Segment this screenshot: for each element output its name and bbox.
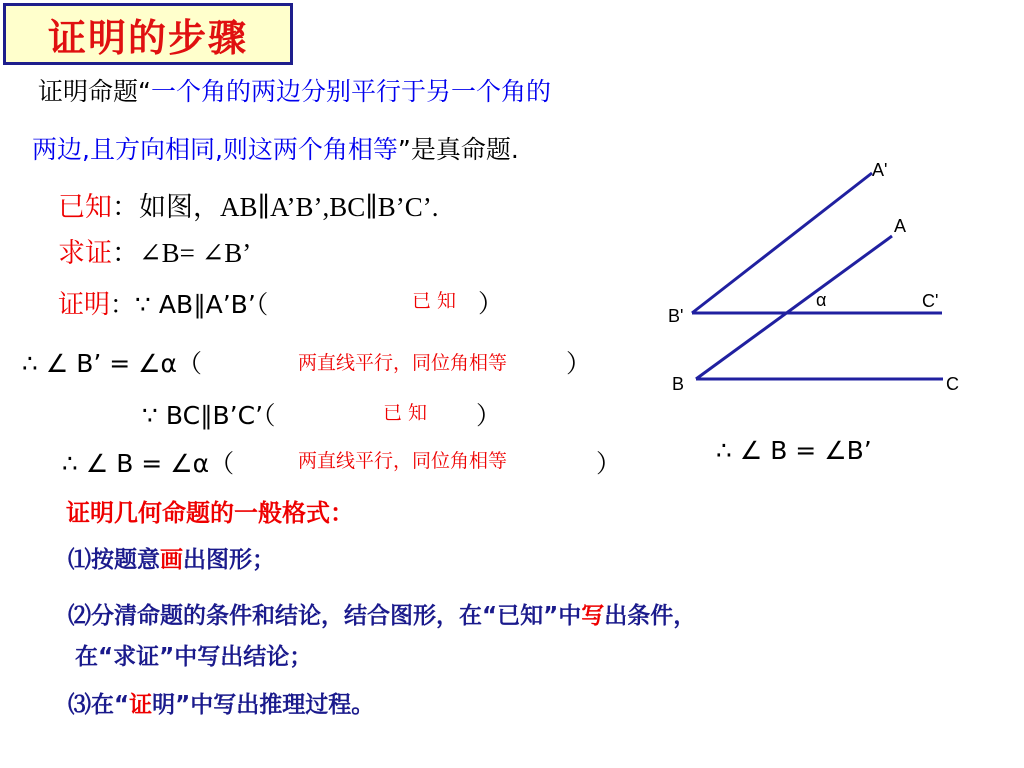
to-prove-colon: ： xyxy=(112,238,139,268)
format-step-2-line-2: 在“求证”中写出结论； xyxy=(75,644,313,670)
proof-step-1-reason: 已 知 xyxy=(412,290,457,312)
ray-b-a xyxy=(696,236,892,379)
proposition-line-2 xyxy=(32,130,519,166)
format-step-2-post: 出条件， xyxy=(604,603,697,629)
label-b: B xyxy=(672,374,685,394)
page-title: 证明的步骤 xyxy=(47,15,248,60)
to-prove-line xyxy=(58,231,251,270)
format-step-3 xyxy=(68,686,374,719)
proposition-prefix: 证明命题“ xyxy=(38,77,151,106)
proposition-line-1 xyxy=(38,72,551,108)
proof-step-4-close: ） xyxy=(596,449,622,478)
title-box xyxy=(3,3,293,65)
proposition-suffix: ”是真命题. xyxy=(397,135,519,164)
format-step-3-emph: 证 xyxy=(129,692,153,718)
label-alpha: α xyxy=(816,290,827,310)
ray-b-prime-a-prime xyxy=(692,173,872,313)
general-format-heading: 证明几何命题的一般格式： xyxy=(66,499,354,527)
label-a-prime: A' xyxy=(872,160,888,180)
format-step-1-post: 出图形； xyxy=(183,547,275,573)
format-step-3-post: 明”中写出推理过程。 xyxy=(152,692,375,718)
to-prove-text: ∠B= ∠B’ xyxy=(139,238,252,268)
label-c: C xyxy=(946,374,959,394)
proof-step-3-close: ） xyxy=(476,401,502,430)
proof-step-2-reason: 两直线平行，同位角相等 xyxy=(298,352,508,374)
given-text: 如图，AB∥A’B’,BC∥B’C’. xyxy=(139,192,439,222)
proof-step-1-text: ∵ AB∥A’B’（ xyxy=(135,290,269,319)
proof-step-4-reason: 两直线平行，同位角相等 xyxy=(298,450,508,472)
format-step-2-pre: ⑵分清命题的条件和结论，结合图形，在“已知”中 xyxy=(68,603,582,629)
format-step-2 xyxy=(68,597,696,630)
parallel-angles-figure xyxy=(640,150,980,470)
proof-step-2-close: ） xyxy=(566,349,592,378)
label-a: A xyxy=(894,216,907,236)
proof-conclusion: ∴ ∠ B = ∠B’ xyxy=(716,436,872,465)
format-step-1-pre: ⑴按题意 xyxy=(68,547,160,573)
proposition-statement-1: 一个角的两边分别平行于另一个角的 xyxy=(150,77,551,106)
proof-colon: ： xyxy=(110,290,136,319)
to-prove-label: 求证 xyxy=(58,238,112,268)
format-step-2-emph: 写 xyxy=(581,603,605,629)
proof-step-4-text: ∴ ∠ B = ∠α（ xyxy=(62,449,235,478)
label-c-prime: C' xyxy=(922,291,939,311)
format-step-1-emph: 画 xyxy=(160,547,183,573)
label-b-prime: B' xyxy=(668,306,684,326)
proof-step-3-text: ∵ BC∥B’C’（ xyxy=(142,401,276,430)
given-label: 已知 xyxy=(58,192,112,222)
format-step-3-pre: ⑶在“ xyxy=(68,692,130,718)
proof-step-3-reason: 已 知 xyxy=(383,402,428,424)
proof-step-2-text: ∴ ∠ B’ = ∠α（ xyxy=(22,349,203,378)
proof-label: 证明 xyxy=(58,290,111,320)
proof-step-1-close: ） xyxy=(478,289,504,318)
proposition-statement-2: 两边,且方向相同,则这两个角相等 xyxy=(32,135,398,164)
proof-step-1 xyxy=(58,284,268,321)
format-step-1 xyxy=(68,541,275,574)
given-colon: ： xyxy=(112,192,139,222)
given-line xyxy=(58,185,438,224)
